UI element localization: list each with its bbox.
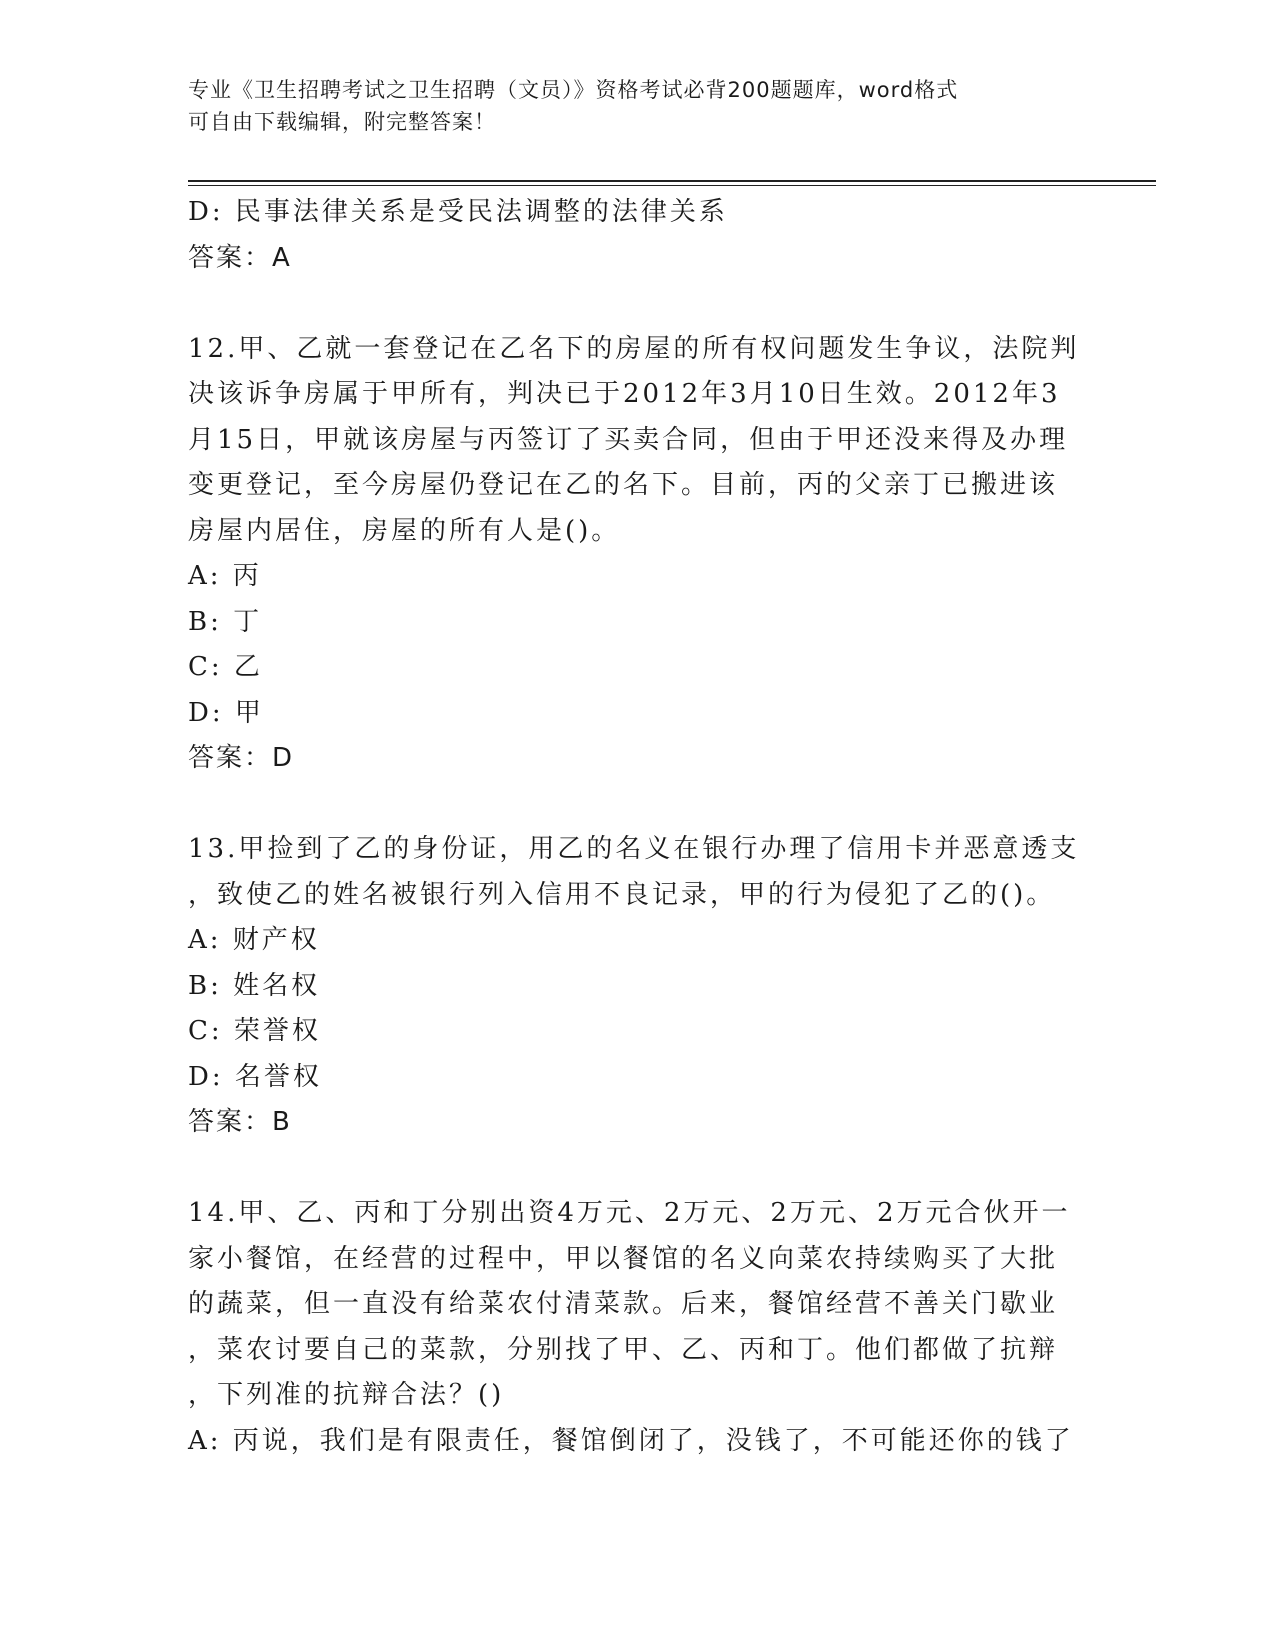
answer-line: 答案：D bbox=[188, 743, 295, 773]
question-stem-line: 的蔬菜，但一直没有给菜农付清菜款。后来，餐馆经营不善关门歇业 bbox=[188, 1289, 1059, 1319]
header-rule-thick bbox=[188, 180, 1156, 182]
document-header bbox=[188, 74, 1088, 138]
option-line: D: 甲 bbox=[188, 697, 264, 728]
option-line: C: 荣誉权 bbox=[188, 1016, 321, 1046]
option-line: A: 丙 bbox=[188, 561, 262, 591]
header-line-2: 可自由下载编辑，附完整答案！ bbox=[188, 110, 496, 134]
option-line: D: 民事法律关系是受民法调整的法律关系 bbox=[188, 197, 728, 227]
option-line: D: 名誉权 bbox=[188, 1061, 322, 1092]
answer-line: 答案：A bbox=[188, 242, 292, 273]
answer-line: 答案：B bbox=[188, 1107, 292, 1137]
option-line: A: 财产权 bbox=[188, 925, 320, 955]
question-stem-line: ，菜农讨要自己的菜款，分别找了甲、乙、丙和丁。他们都做了抗辩 bbox=[188, 1334, 1059, 1365]
question-stem-line: ，致使乙的姓名被银行列入信用不良记录，甲的行为侵犯了乙的()。 bbox=[188, 879, 1056, 910]
question-stem-line: 决该诉争房属于甲所有，判决已于2012年3月10日生效。2012年3 bbox=[188, 379, 1061, 409]
section-gap bbox=[188, 782, 1088, 828]
section-gap bbox=[188, 281, 1088, 327]
question-stem-line: 14.甲、乙、丙和丁分别出资4万元、2万元、2万元、2万元合伙开一 bbox=[188, 1198, 1071, 1228]
header-line-1: 专业《卫生招聘考试之卫生招聘（文员）》资格考试必背200题题库，word格式 bbox=[188, 78, 959, 102]
question-stem-line: 13.甲捡到了乙的身份证，用乙的名义在银行办理了信用卡并恶意透支 bbox=[188, 834, 1080, 864]
question-content bbox=[188, 190, 1088, 1464]
option-line: A: 丙说，我们是有限责任，餐馆倒闭了，没钱了，不可能还你的钱了 bbox=[188, 1425, 1074, 1456]
question-stem-line: 变更登记，至今房屋仍登记在乙的名下。目前，丙的父亲丁已搬进该 bbox=[188, 470, 1059, 500]
question-stem-line: 月15日，甲就该房屋与丙签订了买卖合同，但由于甲还没来得及办理 bbox=[188, 424, 1069, 455]
question-stem-line: ，下列准的抗辩合法？() bbox=[188, 1380, 505, 1410]
question-stem-line: 房屋内居住，房屋的所有人是()。 bbox=[188, 515, 621, 546]
option-line: C: 乙 bbox=[188, 652, 263, 682]
option-line: B: 姓名权 bbox=[188, 970, 321, 1001]
question-stem-line: 12.甲、乙就一套登记在乙名下的房屋的所有权问题发生争议，法院判 bbox=[188, 333, 1080, 364]
question-stem-line: 家小餐馆，在经营的过程中，甲以餐馆的名义向菜农持续购买了大批 bbox=[188, 1243, 1059, 1274]
option-line: B: 丁 bbox=[188, 606, 263, 637]
header-rule-thin bbox=[188, 185, 1156, 186]
section-gap bbox=[188, 1146, 1088, 1192]
